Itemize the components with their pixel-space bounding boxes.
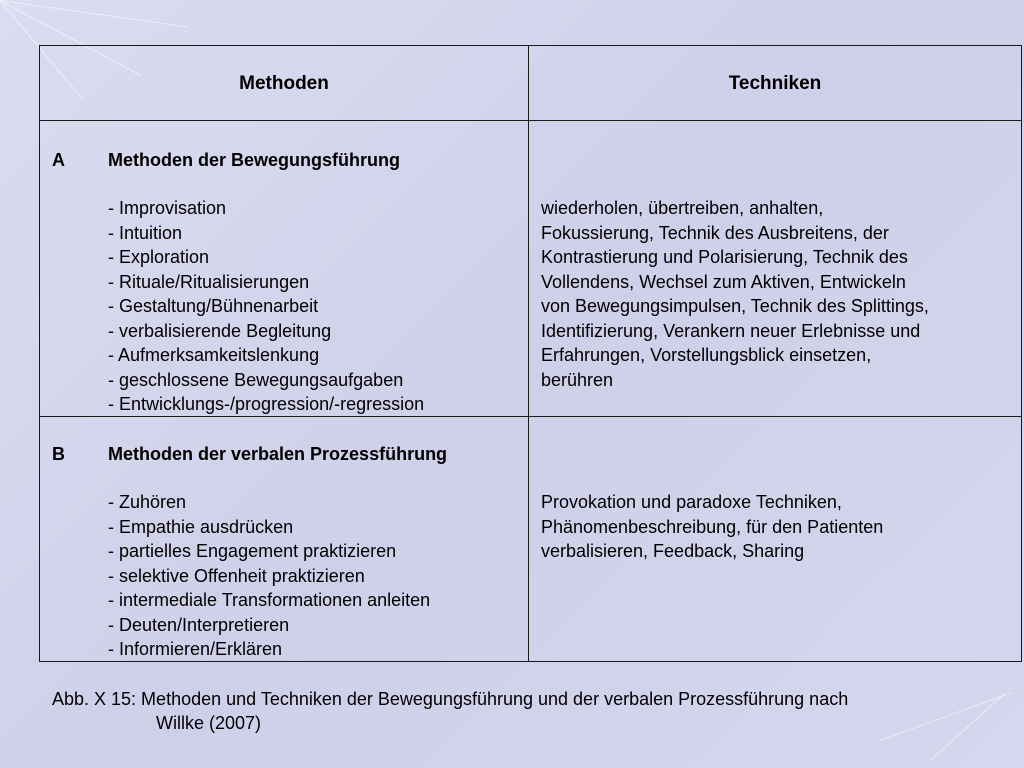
list-item: - Empathie ausdrücken [108, 516, 294, 537]
section-a-method-list [108, 196, 424, 417]
technique-line: Provokation und paradoxe Techniken, [541, 492, 842, 512]
section-b-letter: B [52, 444, 65, 464]
section-b-techniques [541, 490, 883, 564]
list-item: - verbalisierende Begleitung [108, 320, 332, 341]
section-b-title: Methoden der verbalen Prozessführung [108, 444, 448, 464]
technique-line: verbalisieren, Feedback, Sharing [541, 541, 805, 561]
list-item: - Gestaltung/Bühnenarbeit [108, 296, 319, 316]
methods-techniques-table [39, 45, 1022, 662]
list-item: - Improvisation [108, 198, 227, 218]
list-item: - partielles Engagement praktizieren [108, 541, 397, 561]
caption-line-1: Abb. X 15: Methoden und Techniken der Bewegungsführung und der verbalen Prozessführung nach [52, 689, 849, 709]
technique-line: Phänomenbeschreibung, für den Patienten [541, 516, 884, 537]
list-item: - Rituale/Ritualisierungen [108, 271, 310, 292]
technique-line: von Bewegungsimpulsen, Technik des Splittings, [541, 296, 929, 316]
header-techniques: Techniken [728, 73, 822, 94]
technique-line: wiederholen, übertreiben, anhalten, [541, 198, 824, 218]
list-item: - Aufmerksamkeitslenkung [108, 345, 320, 365]
section-b-method-list [108, 490, 430, 662]
section-a-letter: A [52, 150, 65, 170]
list-item: - Informieren/Erklären [108, 639, 283, 659]
section-a-title: Methoden der Bewegungsführung [108, 150, 400, 170]
column-divider [528, 46, 529, 661]
header-methods: Methoden [239, 73, 329, 94]
figure-caption [52, 687, 1012, 735]
background-streak [0, 0, 188, 27]
list-item: - Deuten/Interpretieren [108, 614, 290, 635]
list-item: - Exploration [108, 247, 210, 267]
technique-line: berühren [541, 369, 614, 390]
technique-line: Kontrastierung und Polarisierung, Technik des [541, 247, 908, 267]
technique-line: Vollendens, Wechsel zum Aktiven, Entwickeln [541, 271, 906, 292]
list-item: - intermediale Transformationen anleiten [108, 590, 431, 610]
section-a-techniques [541, 196, 929, 392]
technique-line: Erfahrungen, Vorstellungsblick einsetzen, [541, 345, 872, 365]
header-divider [40, 120, 1021, 121]
technique-line: Identifizierung, Verankern neuer Erlebnisse und [541, 320, 921, 341]
technique-line: Fokussierung, Technik des Ausbreitens, der [541, 222, 889, 243]
list-item: - geschlossene Bewegungsaufgaben [108, 369, 404, 390]
list-item: - Intuition [108, 222, 183, 243]
list-item: - selektive Offenheit praktizieren [108, 565, 365, 586]
caption-line-2: Willke (2007) [156, 713, 262, 733]
list-item: - Zuhören [108, 492, 187, 512]
list-item: - Entwicklungs-/progression/-regression [108, 394, 425, 414]
